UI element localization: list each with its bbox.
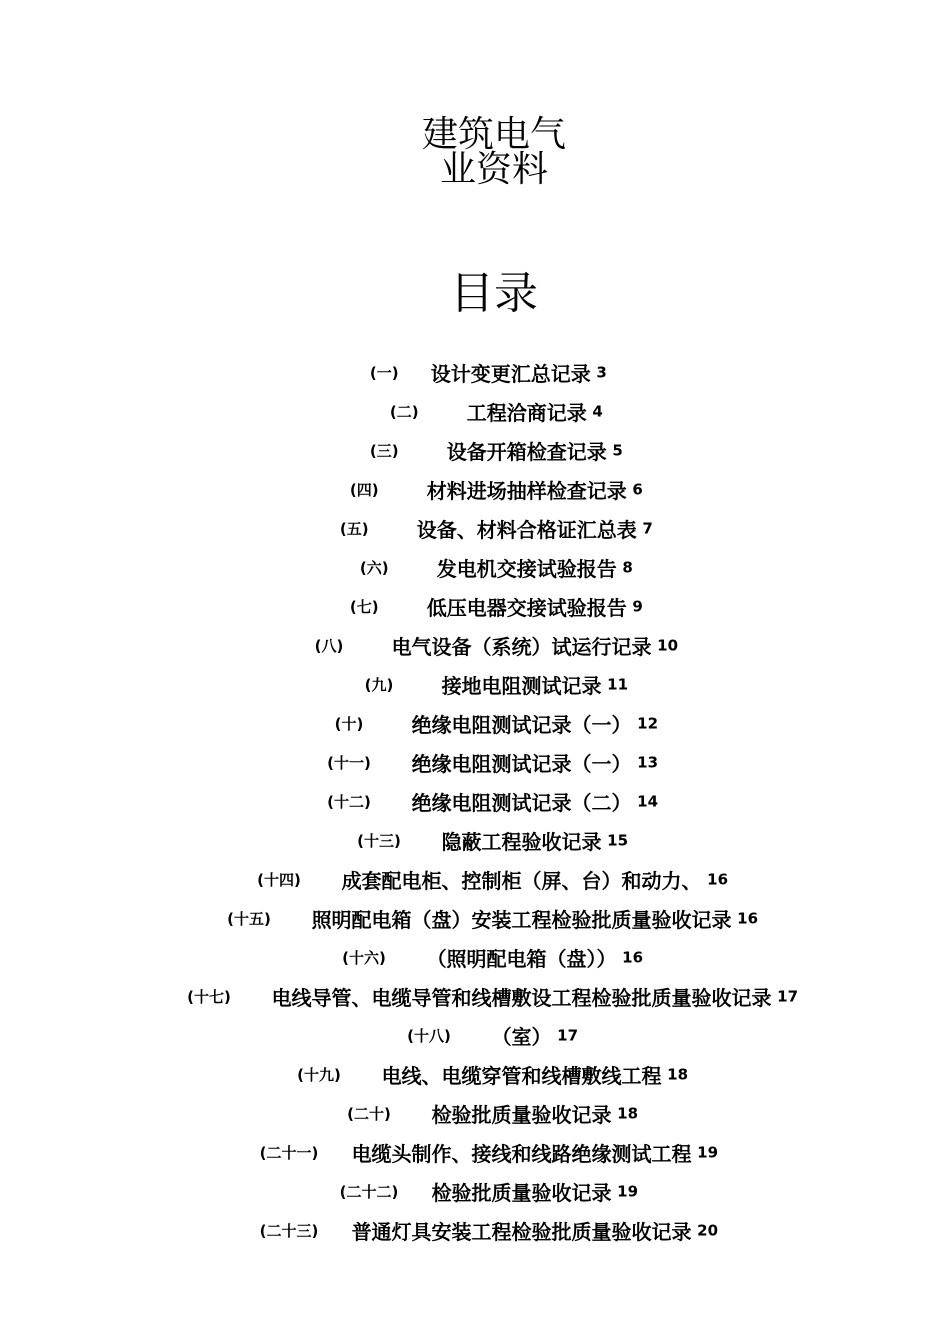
toc-entry-page: 18 <box>617 1104 639 1123</box>
toc-entry[interactable] <box>0 826 950 856</box>
toc-entry-number: (十八) <box>407 1027 451 1045</box>
toc-entry-number: (二十三) <box>259 1222 319 1240</box>
toc-entry-page: 19 <box>697 1143 719 1162</box>
toc-entry[interactable] <box>0 553 950 583</box>
toc-entry[interactable] <box>0 592 950 622</box>
toc-entry-page: 6 <box>632 480 643 499</box>
toc-entry-number: (二十一) <box>259 1144 319 1162</box>
toc-entry-title: 电线导管、电缆导管和线槽敷设工程检验批质量验收记录 <box>271 986 772 1010</box>
toc-entry-title: 电缆头制作、接线和线路绝缘测试工程 <box>351 1142 692 1166</box>
toc-entry[interactable] <box>0 475 950 505</box>
toc-entry-page: 12 <box>637 714 659 733</box>
toc-entry-title: （室） <box>491 1025 552 1049</box>
toc-entry-title: 检验批质量验收记录 <box>431 1103 612 1127</box>
toc-entry-number: (二) <box>389 403 419 421</box>
toc-entry-title: 低压电器交接试验报告 <box>426 596 627 620</box>
toc-entry-page: 8 <box>622 558 633 577</box>
toc-entry-number: (一) <box>369 364 399 382</box>
toc-entry-number: (二十二) <box>339 1183 399 1201</box>
toc-entry-title: 普通灯具安装工程检验批质量验收记录 <box>351 1220 692 1244</box>
toc-entry-number: (二十) <box>347 1105 391 1123</box>
toc-entry[interactable] <box>0 670 950 700</box>
toc-entry-title: 绝缘电阻测试记录（二） <box>411 791 632 815</box>
toc-entry-page: 13 <box>637 753 659 772</box>
toc-entry-number: (九) <box>364 676 394 694</box>
toc-entry-page: 19 <box>617 1182 639 1201</box>
toc-entry-page: 3 <box>596 363 607 382</box>
toc-entry-page: 11 <box>607 675 629 694</box>
toc-entry-page: 16 <box>707 870 729 889</box>
document-title-line-2: 业资料 <box>439 149 548 190</box>
toc-entry-title: 电气设备（系统）试运行记录 <box>391 635 652 659</box>
toc-entry[interactable] <box>0 709 950 739</box>
toc-entry-number: (十六) <box>342 949 386 967</box>
toc-entry[interactable] <box>0 904 950 934</box>
toc-entry-page: 9 <box>632 597 643 616</box>
toc-entry-title: 绝缘电阻测试记录（一） <box>411 713 632 737</box>
toc-heading: 目录 <box>450 268 538 319</box>
document-title-line-1: 建筑电气 <box>421 114 566 155</box>
toc-entry[interactable] <box>0 787 950 817</box>
toc-entry-page: 4 <box>592 402 603 421</box>
toc-entry[interactable] <box>0 514 950 544</box>
toc-entry-title: 设备、材料合格证汇总表 <box>416 518 637 542</box>
toc-entry-title: 电线、电缆穿管和线槽敷线工程 <box>381 1064 662 1088</box>
toc-entry-title: 设备开箱检查记录 <box>446 440 607 464</box>
toc-entry[interactable] <box>0 1060 950 1090</box>
toc-entry-page: 17 <box>777 987 799 1006</box>
toc-entry-number: (十四) <box>257 871 301 889</box>
toc-entry-page: 5 <box>612 441 623 460</box>
toc-entry-number: (十七) <box>187 988 231 1006</box>
toc-entry[interactable] <box>0 943 950 973</box>
toc-entry-page: 14 <box>637 792 659 811</box>
toc-entry-number: (六) <box>359 559 389 577</box>
toc-entry[interactable] <box>0 436 950 466</box>
toc-entry-page: 17 <box>557 1026 579 1045</box>
toc-entry-number: (十三) <box>357 832 401 850</box>
toc-entry-title: （照明配电箱（盘）） <box>426 947 617 971</box>
toc-entry-page: 16 <box>622 948 644 967</box>
toc-entry-number: (十二) <box>327 793 371 811</box>
toc-entry[interactable] <box>0 1099 950 1129</box>
toc-entry-number: (十五) <box>227 910 271 928</box>
toc-entry-number: (三) <box>369 442 399 460</box>
toc-entry-page: 18 <box>667 1065 689 1084</box>
toc-entry-number: (十) <box>334 715 364 733</box>
toc-entry-number: (八) <box>314 637 344 655</box>
toc-entry-title: 照明配电箱（盘）安装工程检验批质量验收记录 <box>311 908 732 932</box>
toc-entry-title: 发电机交接试验报告 <box>436 557 617 581</box>
toc-entry[interactable] <box>0 397 950 427</box>
toc-entry-number: (四) <box>349 481 379 499</box>
toc-entry-title: 设计变更汇总记录 <box>430 362 591 386</box>
toc-entry[interactable] <box>0 631 950 661</box>
toc-entry[interactable] <box>0 1138 950 1168</box>
toc-entry[interactable] <box>0 982 950 1012</box>
toc-entry[interactable] <box>0 358 950 388</box>
toc-entry-number: (七) <box>349 598 379 616</box>
toc-entry-title: 工程洽商记录 <box>466 401 587 425</box>
toc-entry[interactable] <box>0 1177 950 1207</box>
toc-entry-number: (五) <box>339 520 369 538</box>
toc-entry[interactable] <box>0 1216 950 1246</box>
toc-entry-page: 7 <box>642 519 653 538</box>
toc-entry-title: 成套配电柜、控制柜（屏、台）和动力、 <box>341 869 702 893</box>
toc-entry-page: 10 <box>657 636 679 655</box>
toc-entry-title: 绝缘电阻测试记录（一） <box>411 752 632 776</box>
toc-entry-number: (十九) <box>297 1066 341 1084</box>
toc-entry-page: 15 <box>607 831 629 850</box>
toc-entry[interactable] <box>0 1021 950 1051</box>
toc-entry[interactable] <box>0 865 950 895</box>
toc-entry[interactable] <box>0 748 950 778</box>
toc-entry-title: 检验批质量验收记录 <box>431 1181 612 1205</box>
toc-entry-number: (十一) <box>327 754 371 772</box>
toc-entry-title: 材料进场抽样检查记录 <box>426 479 627 503</box>
toc-entry-title: 接地电阻测试记录 <box>441 674 602 698</box>
toc-entry-page: 20 <box>697 1221 719 1240</box>
toc-entry-title: 隐蔽工程验收记录 <box>441 830 602 854</box>
toc-entry-page: 16 <box>737 909 759 928</box>
